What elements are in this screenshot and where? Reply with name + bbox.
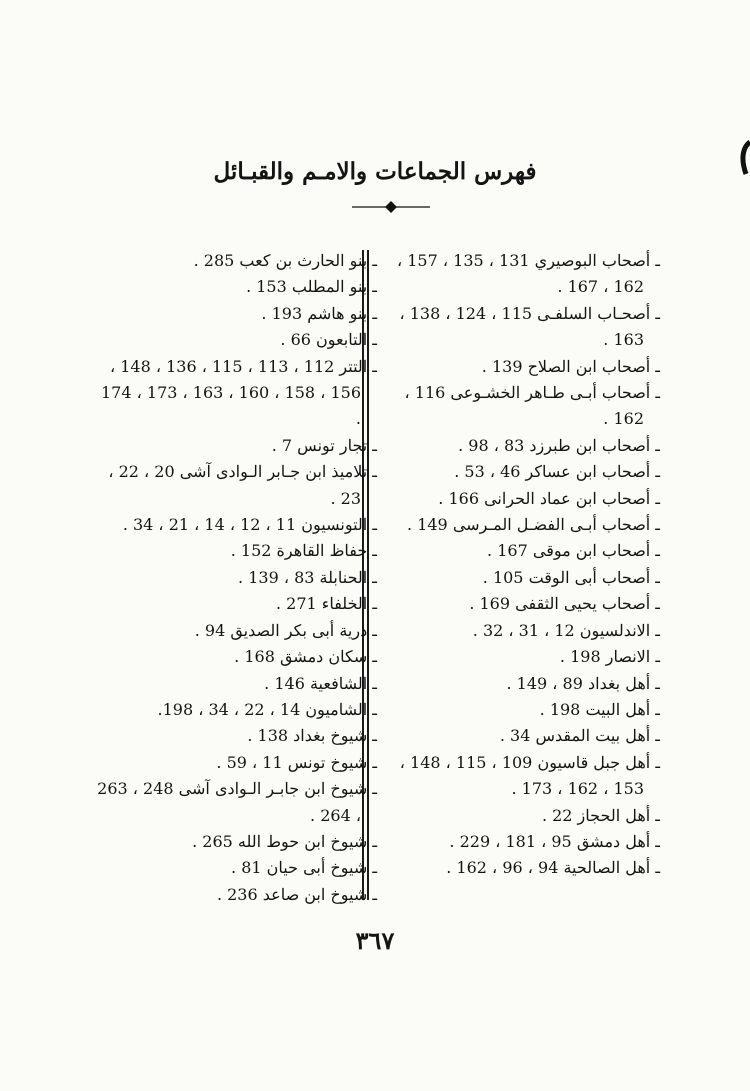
index-entry: ـ تجار تونس 7 . — [271, 435, 377, 455]
index-entry: ـ بنو هاشم 193 . — [261, 303, 377, 323]
index-entry: ـ أصحاب ابن عماد الحرانى 166 . — [438, 488, 660, 508]
index-entry: ـ ذرية أبى بكر الصديق 94 . — [194, 620, 377, 640]
index-entry: ـ أصحاب ابن موقى 167 . — [487, 541, 660, 561]
index-entry: ـ أهل البيت 198 . — [539, 699, 660, 719]
index-entry: ـ التابعون 66 . — [280, 330, 377, 350]
index-entry: ـ الحنابلة 83 ، 139 . — [238, 567, 377, 587]
index-entry: ـ أصحاب أبـى الفضـل المـرسى 149 . — [407, 515, 660, 535]
index-entry: ـ الاندلسيون 12 ، 31 ، 32 . — [472, 620, 660, 640]
index-entry: ـ التتر 112 ، 113 ، 115 ، 136 ، 148 ، 156 ، 158 ، 160 ، 163 ، 173 ، 174 . — [101, 356, 377, 429]
index-column-left — [95, 248, 377, 908]
index-entry: ـ أهل الحجاز 22 . — [541, 805, 660, 825]
index-entry: ـ شيوخ تونس 11 ، 59 . — [216, 752, 377, 772]
index-column-right — [385, 248, 660, 882]
index-entry: ـ تلاميذ ابن جـابر الـوادى آشى 20 ، 22 ، 23 . — [108, 462, 377, 508]
index-entry: ـ شيوخ ابن جابـر الـوادى آشى 248 ، 263 ، 264 . — [97, 779, 377, 825]
index-entry: ـ أهل بغداد 89 ، 149 . — [506, 673, 660, 693]
page-title: فهرس الجماعات والامـم والقبـائل — [213, 158, 537, 185]
index-entry: ـ شيوخ بغداد 138 . — [247, 726, 377, 746]
index-entry: ـ أصحاب ابن الصلاح 139 . — [481, 356, 660, 376]
index-entry: ـ أصحاب ابن طبرزد 83 ، 98 . — [458, 435, 660, 455]
page-number: ٣٦٧ — [355, 926, 395, 955]
index-entry: ـ أصحاب يحيى الثقفى 169 . — [469, 594, 660, 614]
index-entry: ـ الانصار 198 . — [559, 647, 660, 667]
index-entry: ـ شيوخ أبى حيان 81 . — [231, 858, 377, 878]
index-entry: ـ بنو الحارث بن كعب 285 . — [193, 251, 377, 270]
index-entry: ـ أهل جبل قاسيون 109 ، 115 ، 148 ، 153 ، 162 ، 173 . — [399, 752, 660, 799]
index-entry: ـ أهل بيت المقدس 34 . — [499, 726, 660, 746]
index-entry: ـ الشاميون 14 ، 22 ، 34 ، 198. — [157, 699, 377, 719]
index-entry: ـ أصحاب البوصيري 131 ، 135 ، 157 ، 162 ، 167 . — [397, 251, 660, 297]
index-entry: ـ بنو المطلب 153 . — [246, 277, 377, 297]
index-entry: ـ أصحاب ابن عساكر 46 ، 53 . — [454, 462, 660, 482]
index-entry: ـ شيوخ ابن حوط الله 265 . — [192, 831, 377, 851]
index-entry: ـ أصحـاب السلفـى 115 ، 124 ، 138 ، 163 . — [399, 303, 660, 350]
index-entry: ـ حفاظ القاهرة 152 . — [230, 541, 377, 561]
index-entry: ـ أهل الصالحية 94 ، 96 ، 162 . — [446, 858, 660, 878]
index-entry: ـ التونسيون 11 ، 12 ، 14 ، 21 ، 34 . — [122, 515, 377, 535]
index-entry: ـ الشافعية 146 . — [264, 673, 377, 693]
index-entry: ـ سكان دمشق 168 . — [234, 647, 377, 667]
index-entry: ـ الخلفاء 271 . — [275, 594, 377, 614]
index-entry: ـ شيوخ ابن صاعد 236 . — [216, 884, 377, 904]
index-entry: ـ أصحاب أبـى طـاهر الخشـوعى 116 ، 162 . — [404, 383, 660, 429]
index-entry: ـ أهل دمشق 95 ، 181 ، 229 . — [449, 831, 660, 851]
index-entry: ـ أصحاب أبى الوقت 105 . — [482, 567, 660, 587]
